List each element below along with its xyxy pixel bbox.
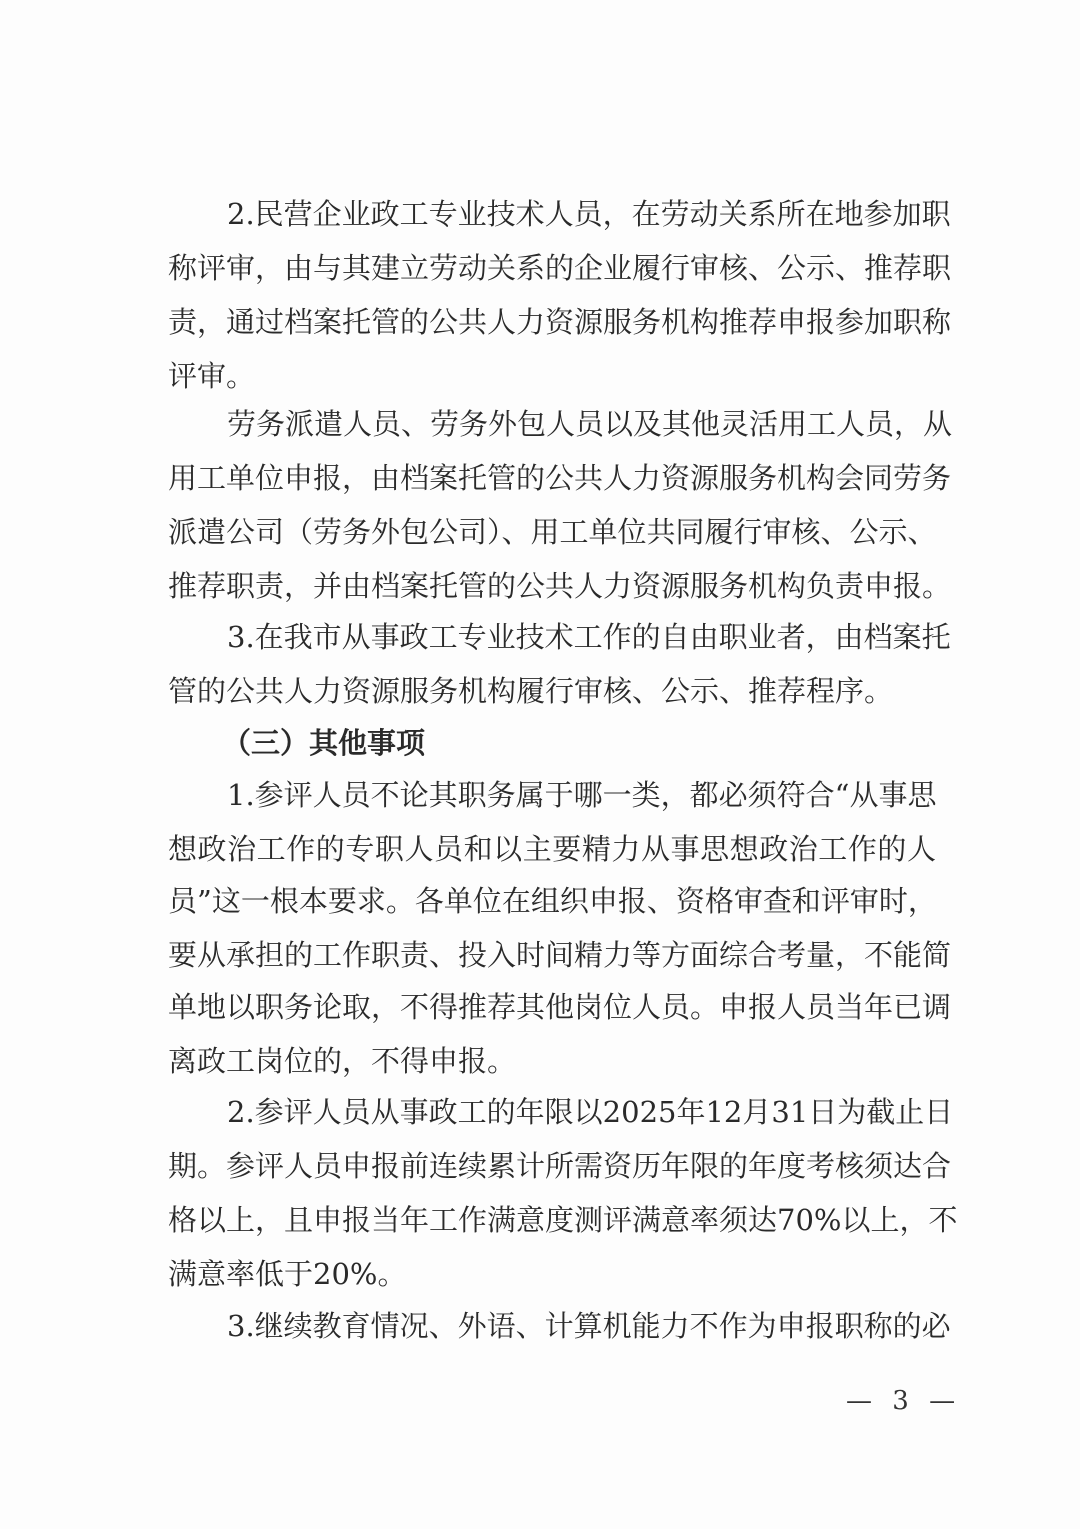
paragraph-line: 3.在我市从事政工专业技术工作的自由职业者，由档案托 (227, 620, 951, 654)
paragraph-line: 管的公共人力资源服务机构履行审核、公示、推荐程序。 (168, 674, 894, 708)
paragraph-line: 用工单位申报，由档案托管的公共人力资源服务机构会同劳务 (168, 461, 952, 495)
paragraph-line: 要从承担的工作职责、投入时间精力等方面综合考量，不能简 (168, 938, 952, 972)
paragraph-line: 评审。 (168, 359, 256, 393)
paragraph-line: 2.民营企业政工专业技术人员，在劳动关系所在地参加职 (227, 197, 951, 231)
paragraph-line: 劳务派遣人员、劳务外包人员以及其他灵活用工人员，从 (227, 407, 953, 441)
paragraph-line: 单地以职务论取，不得推荐其他岗位人员。申报人员当年已调 (168, 990, 952, 1024)
paragraph-line: 期。参评人员申报前连续累计所需资历年限的年度考核须达合 (168, 1149, 952, 1183)
paragraph-line: 派遣公司（劳务外包公司）、用工单位共同履行审核、公示、 (168, 515, 937, 549)
paragraph-line: 称评审，由与其建立劳动关系的企业履行审核、公示、推荐职 (168, 251, 952, 285)
paragraph-line: 2.参评人员从事政工的年限以2025年12月31日为截止日 (227, 1095, 954, 1129)
paragraph-line: 满意率低于20%。 (168, 1257, 407, 1291)
paragraph-line: 3.继续教育情况、外语、计算机能力不作为申报职称的必 (227, 1309, 951, 1343)
paragraph-line: 责，通过档案托管的公共人力资源服务机构推荐申报参加职称 (168, 305, 952, 339)
paragraph-line: 1.参评人员不论其职务属于哪一类，都必须符合“从事思 (227, 778, 937, 812)
paragraph-line: 离政工岗位的，不得申报。 (168, 1044, 517, 1078)
paragraph-line: 格以上，且申报当年工作满意度测评满意率须达70%以上，不 (168, 1203, 958, 1237)
section-heading: （三）其他事项 (222, 726, 426, 760)
page-number: — 3 — (846, 1386, 962, 1416)
paragraph-line: 推荐职责，并由档案托管的公共人力资源服务机构负责申报。 (168, 569, 952, 603)
paragraph-line: 员”这一根本要求。各单位在组织申报、资格审查和评审时， (168, 884, 937, 918)
paragraph-line: 想政治工作的专职人员和以主要精力从事思想政治工作的人 (168, 832, 936, 866)
